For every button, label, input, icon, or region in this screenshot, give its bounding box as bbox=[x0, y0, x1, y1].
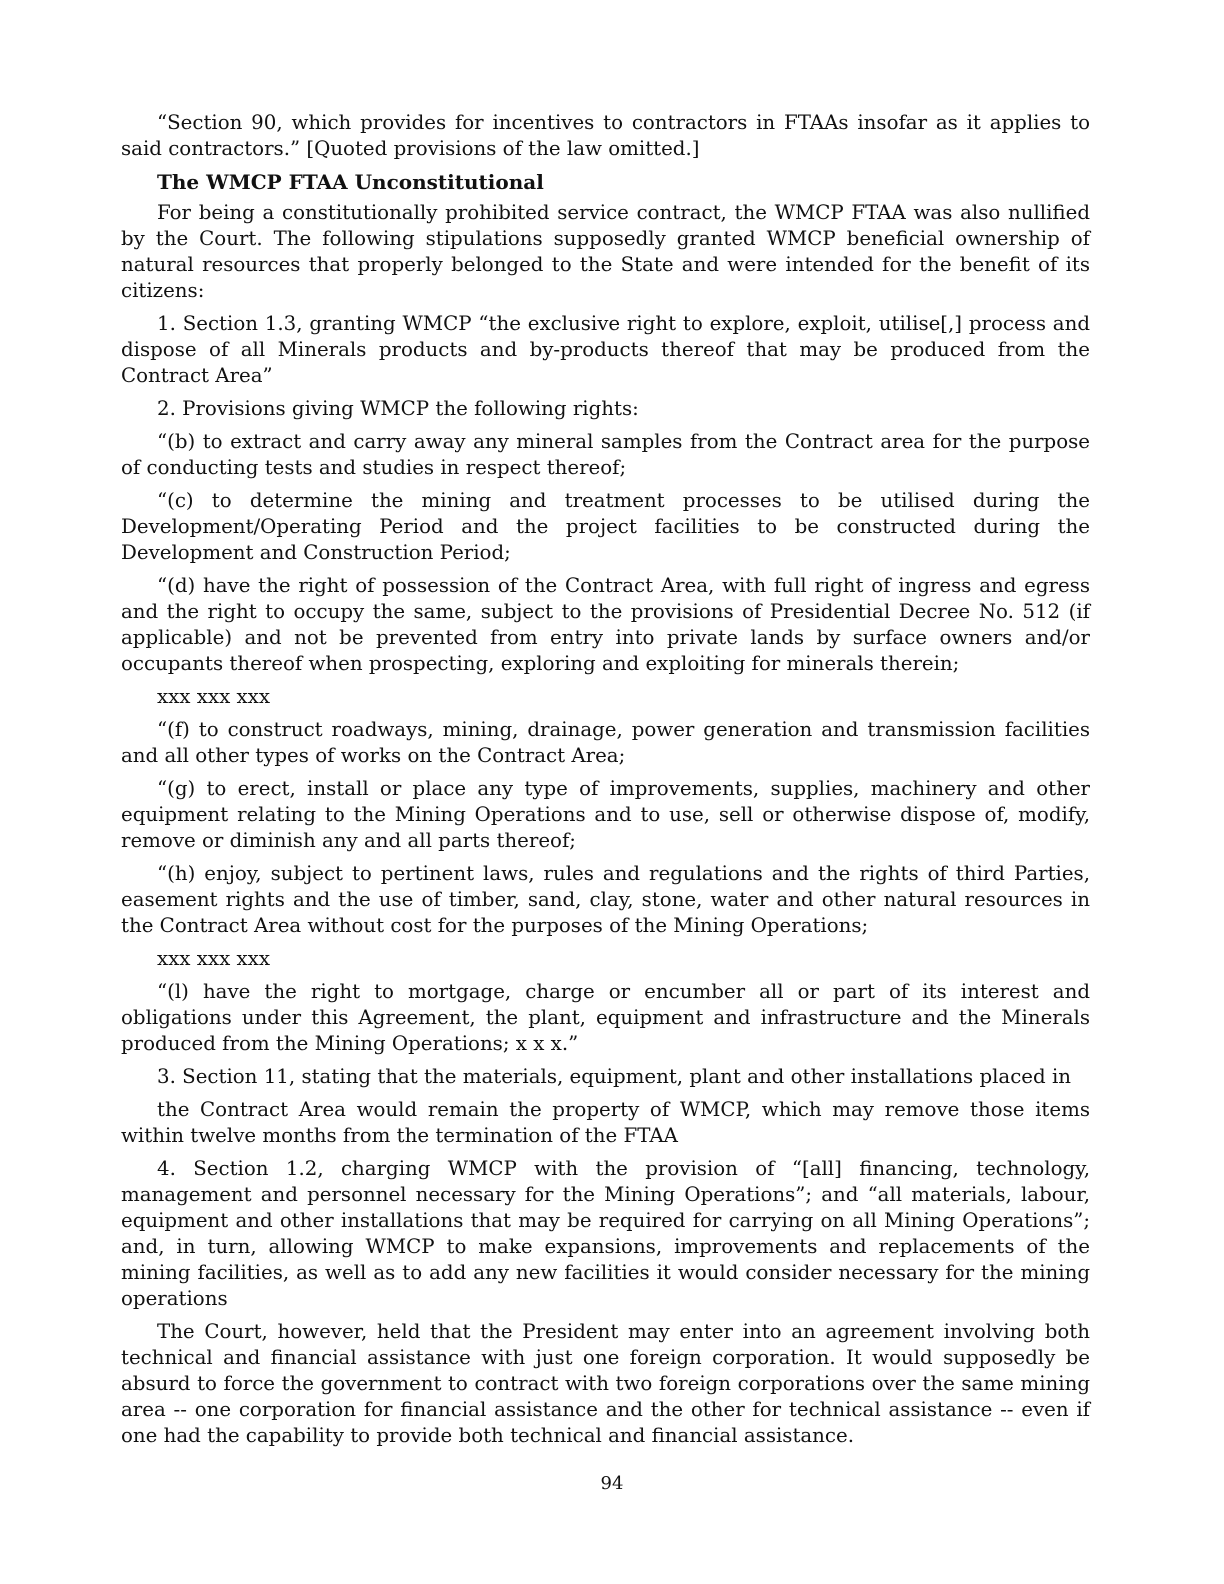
paragraph-right-d: “(d) have the right of possession of the Contract Area, with full right of ingress and egress and the right to occupy the same, subject to the provisions of Presidential Decree No. 512 (if applicable) and not be prevented from entry into private lands by surface owners and/or occupants thereof when prospecting, exploring and exploiting for minerals therein; bbox=[121, 574, 1090, 675]
paragraph-right-b: “(b) to extract and carry away any mineral samples from the Contract area for the purpose of conducting tests and studies in respect thereof; bbox=[121, 430, 1090, 479]
section-heading: The WMCP FTAA Unconstitutional bbox=[157, 170, 544, 194]
paragraph-omission-2: xxx xxx xxx bbox=[157, 947, 270, 970]
paragraph-omission-1: xxx xxx xxx bbox=[157, 685, 270, 708]
paragraph-item-3: 3. Section 11, stating that the materials, equipment, plant and other installations placed in bbox=[157, 1065, 1072, 1088]
paragraph-right-g: “(g) to erect, install or place any type of improvements, supplies, machinery and other equipment relating to the Mining Operations and to use, sell or otherwise dispose of, modify, remove or diminish any and all parts thereof; bbox=[121, 777, 1090, 852]
paragraph-intro: For being a constitutionally prohibited service contract, the WMCP FTAA was also nullified by the Court. The following stipulations supposedly granted WMCP beneficial ownership of natural resources that properly belonged to the State and were intended for the benefit of its citizens: bbox=[121, 201, 1090, 302]
paragraph-item-4: 4. Section 1.2, charging WMCP with the provision of “[all] financing, technology, management and personnel necessary for the Mining Operations”; and “all materials, labour, equipment and other installations that may be required for carrying on all Mining Operations”; and, in turn, allowing WMCP to make expansions, improvements and replacements of the mining facilities, as well as to add any new facilities it would consider necessary for the mining operations bbox=[121, 1157, 1090, 1310]
paragraph-right-h: “(h) enjoy, subject to pertinent laws, rules and regulations and the rights of third Parties, easement rights and the use of timber, sand, clay, stone, water and other natural resources in the Contract Area without cost for the purposes of the Mining Operations; bbox=[121, 862, 1090, 937]
paragraph-right-l: “(l) have the right to mortgage, charge or encumber all or part of its interest and obligations under this Agreement, the plant, equipment and infrastructure and the Minerals produced from the Mining Operations; x x x.” bbox=[121, 980, 1090, 1055]
paragraph-right-c: “(c) to determine the mining and treatment processes to be utilised during the Development/Operating Period and the project facilities to be constructed during the Development and Construction Period; bbox=[121, 489, 1090, 564]
page-number: 94 bbox=[600, 1473, 624, 1494]
paragraph-court-holding: The Court, however, held that the President may enter into an agreement involving both technical and financial assistance with just one foreign corporation. It would supposedly be absurd to force the government to contract with two foreign corporations over the same mining area -- one corporation for financial assistance and the other for technical assistance -- even if one had the capability to provide both technical and financial assistance. bbox=[121, 1320, 1090, 1447]
paragraph-section-90: “Section 90, which provides for incentives to contractors in FTAAs insofar as it applies to said contractors.” [Quoted provisions of the law omitted.] bbox=[121, 111, 1090, 160]
paragraph-item-2: 2. Provisions giving WMCP the following rights: bbox=[157, 397, 639, 420]
document-page bbox=[121, 110, 1090, 1456]
paragraph-right-f: “(f) to construct roadways, mining, drainage, power generation and transmission facilities and all other types of works on the Contract Area; bbox=[121, 718, 1090, 767]
paragraph-item-1: 1. Section 1.3, granting WMCP “the exclusive right to explore, exploit, utilise[,] process and dispose of all Minerals products and by-products thereof that may be produced from the Contract Area” bbox=[121, 312, 1090, 387]
paragraph-item-3-continued: the Contract Area would remain the property of WMCP, which may remove those items within twelve months from the termination of the FTAA bbox=[121, 1098, 1090, 1147]
